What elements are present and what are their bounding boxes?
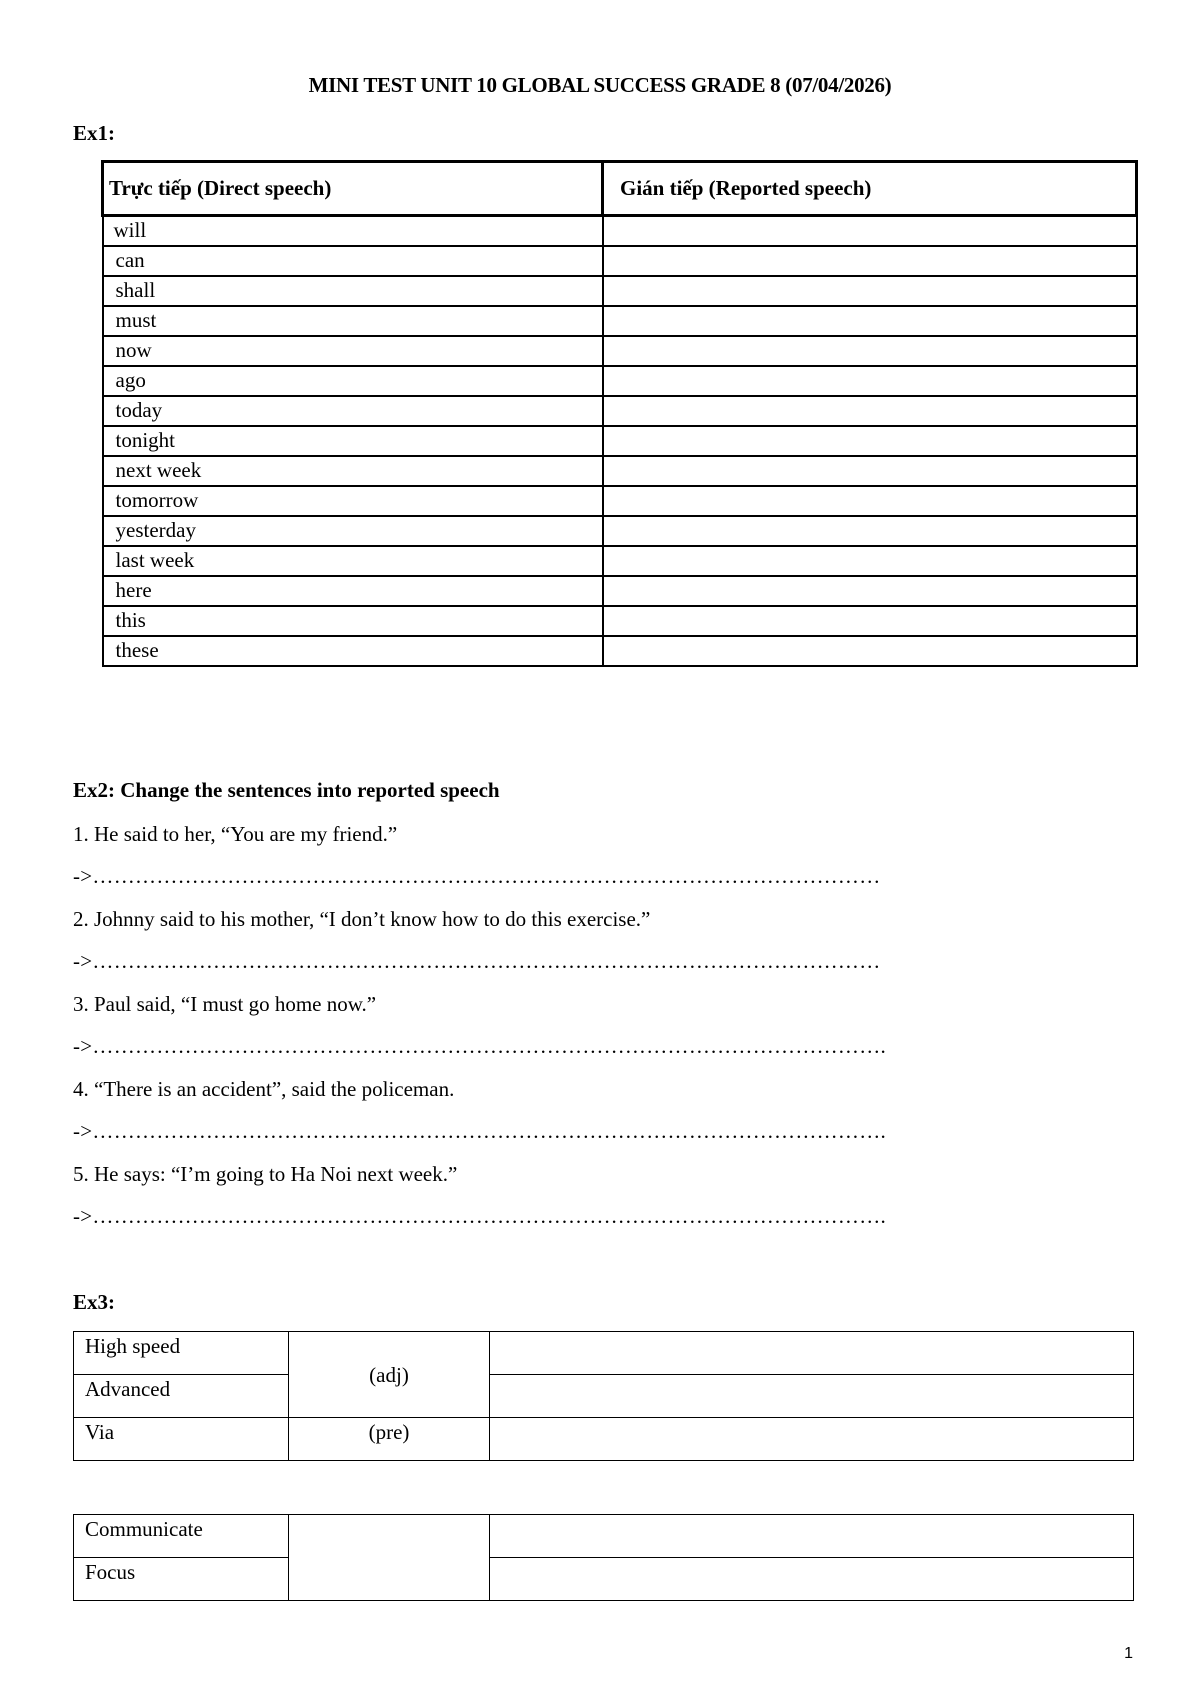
header-reported-speech: Gián tiếp (Reported speech) — [603, 162, 1137, 216]
table-row — [103, 216, 1137, 246]
table-row — [103, 636, 1137, 666]
ex3-word-cell: Advanced — [74, 1375, 289, 1418]
table-row — [103, 336, 1137, 366]
ex2-answer-line-5[interactable]: ->…………………………………………………………………………………………………. — [73, 1204, 887, 1228]
table-row — [103, 396, 1137, 426]
page-number: 1 — [1124, 1645, 1133, 1662]
reported-answer-cell[interactable] — [603, 546, 1137, 576]
reported-answer-cell[interactable] — [603, 366, 1137, 396]
ex3-type-cell[interactable] — [289, 1515, 490, 1601]
ex3-label: Ex3: — [73, 1290, 115, 1314]
direct-word-cell: must — [103, 306, 603, 336]
ex3-table-b — [73, 1514, 1134, 1601]
direct-word-cell: tomorrow — [103, 486, 603, 516]
reported-answer-cell[interactable] — [603, 306, 1137, 336]
ex2-answer-line-3[interactable]: ->…………………………………………………………………………………………………. — [73, 1034, 887, 1058]
reported-answer-cell[interactable] — [603, 396, 1137, 426]
reported-answer-cell[interactable] — [603, 336, 1137, 366]
direct-word-cell: yesterday — [103, 516, 603, 546]
ex3-answer-cell[interactable] — [490, 1515, 1134, 1558]
table-row — [74, 1332, 1134, 1375]
table-row — [103, 426, 1137, 456]
ex3-type-cell: (adj) — [289, 1332, 490, 1418]
reported-answer-cell[interactable] — [603, 576, 1137, 606]
ex3-word-cell: Communicate — [74, 1515, 289, 1558]
ex3-word-cell: Via — [74, 1418, 289, 1461]
direct-word-cell: last week — [103, 546, 603, 576]
ex3-answer-cell[interactable] — [490, 1558, 1134, 1601]
table-row — [103, 246, 1137, 276]
direct-word-cell: tonight — [103, 426, 603, 456]
direct-word-cell: now — [103, 336, 603, 366]
ex2-sentence-2: 2. Johnny said to his mother, “I don’t know how to do this exercise.” — [73, 907, 651, 931]
direct-word-cell: ago — [103, 366, 603, 396]
ex3-table-a — [73, 1331, 1134, 1461]
ex2-sentence-5: 5. He says: “I’m going to Ha Noi next week.” — [73, 1162, 458, 1186]
table-row — [74, 1558, 1134, 1601]
table-row — [103, 276, 1137, 306]
ex3-type-cell: (pre) — [289, 1418, 490, 1461]
table-row — [74, 1515, 1134, 1558]
direct-word-cell: here — [103, 576, 603, 606]
direct-word-cell: these — [103, 636, 603, 666]
ex2-sentence-3: 3. Paul said, “I must go home now.” — [73, 992, 377, 1016]
ex3-answer-cell[interactable] — [490, 1375, 1134, 1418]
reported-answer-cell[interactable] — [603, 426, 1137, 456]
table-row — [103, 516, 1137, 546]
ex3-answer-cell[interactable] — [490, 1332, 1134, 1375]
ex2-sentence-1: 1. He said to her, “You are my friend.” — [73, 822, 398, 846]
reported-answer-cell[interactable] — [603, 216, 1137, 246]
table-row — [74, 1418, 1134, 1461]
direct-word-cell: shall — [103, 276, 603, 306]
table-row — [103, 456, 1137, 486]
ex2-answer-line-2[interactable]: ->………………………………………………………………………………………………… — [73, 949, 881, 973]
reported-answer-cell[interactable] — [603, 516, 1137, 546]
reported-answer-cell[interactable] — [603, 276, 1137, 306]
direct-word-cell: can — [103, 246, 603, 276]
reported-answer-cell[interactable] — [603, 246, 1137, 276]
ex3-word-cell: Focus — [74, 1558, 289, 1601]
table-row — [103, 366, 1137, 396]
ex2-answer-line-1[interactable]: ->………………………………………………………………………………………………… — [73, 864, 881, 888]
ex1-table — [101, 160, 1138, 667]
page-title: MINI TEST UNIT 10 GLOBAL SUCCESS GRADE 8 (07/04/2026) — [308, 73, 892, 97]
table-row — [103, 306, 1137, 336]
table-row — [103, 486, 1137, 516]
direct-word-cell: next week — [103, 456, 603, 486]
direct-word-cell: today — [103, 396, 603, 426]
ex3-answer-cell[interactable] — [490, 1418, 1134, 1461]
ex2-answer-line-4[interactable]: ->…………………………………………………………………………………………………. — [73, 1119, 887, 1143]
reported-answer-cell[interactable] — [603, 606, 1137, 636]
ex3-word-cell: High speed — [74, 1332, 289, 1375]
direct-word-cell: this — [103, 606, 603, 636]
direct-word-cell: will — [103, 216, 603, 246]
table-row — [103, 546, 1137, 576]
table-row — [74, 1375, 1134, 1418]
ex2-heading: Ex2: Change the sentences into reported speech — [73, 778, 500, 802]
table-row — [103, 606, 1137, 636]
ex1-label: Ex1: — [73, 121, 115, 145]
ex1-header-row — [103, 162, 1137, 216]
reported-answer-cell[interactable] — [603, 636, 1137, 666]
header-direct-speech: Trực tiếp (Direct speech) — [103, 162, 603, 216]
table-row — [103, 576, 1137, 606]
reported-answer-cell[interactable] — [603, 486, 1137, 516]
ex2-sentence-4: 4. “There is an accident”, said the policeman. — [73, 1077, 455, 1101]
reported-answer-cell[interactable] — [603, 456, 1137, 486]
